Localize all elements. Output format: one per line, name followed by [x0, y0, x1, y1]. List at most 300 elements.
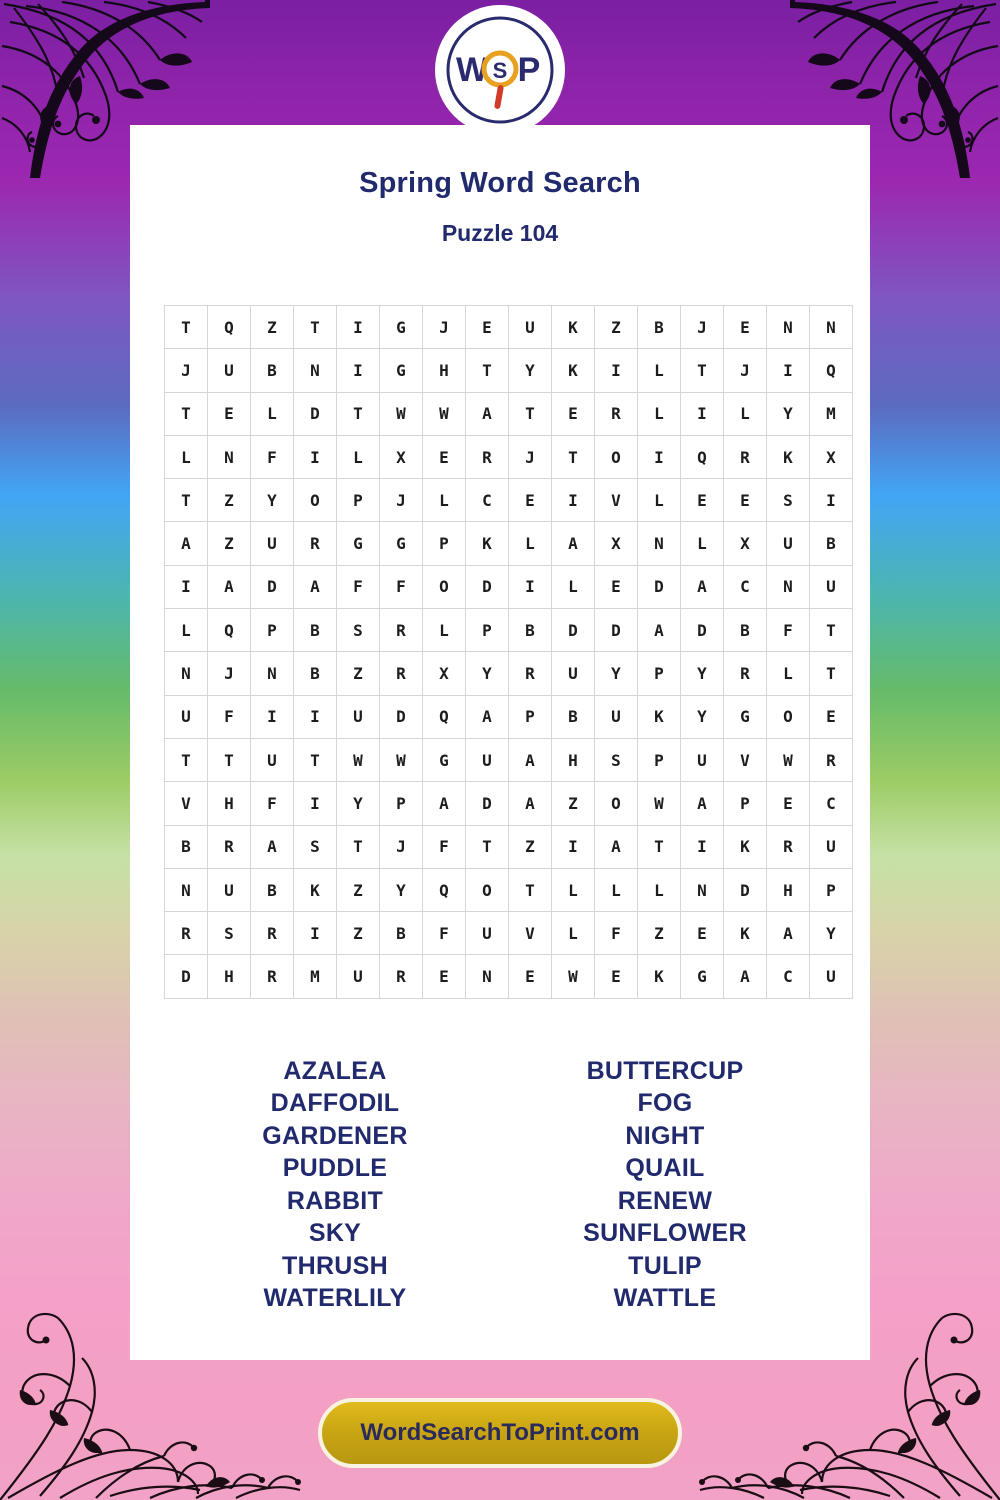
- grid-cell[interactable]: K: [767, 435, 810, 478]
- grid-cell[interactable]: Y: [380, 868, 423, 911]
- grid-cell[interactable]: U: [251, 522, 294, 565]
- grid-cell[interactable]: E: [724, 306, 767, 349]
- grid-cell[interactable]: O: [595, 782, 638, 825]
- grid-cell[interactable]: V: [509, 912, 552, 955]
- grid-cell[interactable]: I: [552, 825, 595, 868]
- grid-cell[interactable]: Y: [466, 652, 509, 695]
- grid-row: [165, 435, 853, 478]
- grid-cell[interactable]: B: [380, 912, 423, 955]
- grid-cell[interactable]: T: [165, 738, 208, 781]
- grid-row: [165, 955, 853, 998]
- grid-cell[interactable]: U: [810, 825, 853, 868]
- grid-cell[interactable]: E: [767, 782, 810, 825]
- grid-cell[interactable]: L: [638, 479, 681, 522]
- grid-cell[interactable]: F: [595, 912, 638, 955]
- grid-cell[interactable]: G: [681, 955, 724, 998]
- grid-cell[interactable]: L: [681, 522, 724, 565]
- grid-cell[interactable]: W: [380, 738, 423, 781]
- grid-cell[interactable]: A: [681, 565, 724, 608]
- grid-cell[interactable]: P: [638, 652, 681, 695]
- grid-cell[interactable]: N: [638, 522, 681, 565]
- grid-row: [165, 782, 853, 825]
- grid-cell[interactable]: G: [380, 522, 423, 565]
- grid-cell[interactable]: A: [595, 825, 638, 868]
- grid-cell[interactable]: F: [423, 912, 466, 955]
- grid-cell[interactable]: N: [294, 349, 337, 392]
- grid-cell[interactable]: A: [724, 955, 767, 998]
- grid-cell[interactable]: T: [552, 435, 595, 478]
- grid-cell[interactable]: O: [423, 565, 466, 608]
- grid-cell[interactable]: L: [552, 868, 595, 911]
- grid-cell[interactable]: Z: [595, 306, 638, 349]
- grid-cell[interactable]: Q: [810, 349, 853, 392]
- word-list-item: SKY: [308, 1219, 362, 1248]
- grid-cell[interactable]: L: [337, 435, 380, 478]
- grid-cell[interactable]: T: [509, 392, 552, 435]
- grid-cell[interactable]: R: [251, 955, 294, 998]
- grid-cell[interactable]: N: [251, 652, 294, 695]
- grid-cell[interactable]: I: [165, 565, 208, 608]
- grid-cell[interactable]: Y: [681, 695, 724, 738]
- word-list-item: THRUSH: [282, 1251, 388, 1280]
- grid-cell[interactable]: Y: [767, 392, 810, 435]
- grid-cell[interactable]: G: [337, 522, 380, 565]
- grid-cell[interactable]: D: [294, 392, 337, 435]
- grid-cell[interactable]: L: [423, 609, 466, 652]
- grid-cell[interactable]: F: [251, 435, 294, 478]
- grid-cell[interactable]: R: [208, 825, 251, 868]
- grid-cell[interactable]: U: [810, 955, 853, 998]
- grid-cell[interactable]: X: [595, 522, 638, 565]
- grid-cell[interactable]: D: [595, 609, 638, 652]
- grid-cell[interactable]: A: [767, 912, 810, 955]
- grid-cell[interactable]: A: [466, 392, 509, 435]
- grid-cell[interactable]: Z: [337, 912, 380, 955]
- grid-cell[interactable]: Q: [208, 609, 251, 652]
- grid-cell[interactable]: I: [294, 912, 337, 955]
- grid-cell[interactable]: Y: [810, 912, 853, 955]
- grid-cell[interactable]: Y: [337, 782, 380, 825]
- grid-cell[interactable]: L: [165, 609, 208, 652]
- grid-cell[interactable]: X: [380, 435, 423, 478]
- grid-cell[interactable]: U: [466, 912, 509, 955]
- grid-cell[interactable]: E: [810, 695, 853, 738]
- grid-cell[interactable]: Z: [638, 912, 681, 955]
- grid-cell[interactable]: T: [294, 738, 337, 781]
- grid-cell[interactable]: Z: [208, 522, 251, 565]
- grid-cell[interactable]: I: [595, 349, 638, 392]
- grid-cell[interactable]: T: [638, 825, 681, 868]
- grid-cell[interactable]: K: [552, 349, 595, 392]
- grid-row: [165, 479, 853, 522]
- grid-row: [165, 565, 853, 608]
- grid-cell[interactable]: G: [724, 695, 767, 738]
- grid-cell[interactable]: Z: [337, 652, 380, 695]
- svg-text:P: P: [517, 51, 541, 89]
- grid-cell[interactable]: U: [466, 738, 509, 781]
- grid-cell[interactable]: M: [810, 392, 853, 435]
- grid-cell[interactable]: L: [552, 565, 595, 608]
- word-list-item: PUDDLE: [282, 1154, 388, 1183]
- grid-row: [165, 522, 853, 565]
- grid-cell[interactable]: L: [595, 868, 638, 911]
- grid-cell[interactable]: L: [552, 912, 595, 955]
- grid-cell[interactable]: T: [810, 652, 853, 695]
- grid-cell[interactable]: T: [466, 349, 509, 392]
- grid-cell[interactable]: J: [681, 306, 724, 349]
- grid-cell[interactable]: L: [251, 392, 294, 435]
- grid-cell[interactable]: B: [165, 825, 208, 868]
- site-logo: [438, 8, 562, 132]
- grid-cell[interactable]: D: [466, 782, 509, 825]
- grid-cell[interactable]: H: [208, 955, 251, 998]
- grid-cell[interactable]: T: [165, 392, 208, 435]
- grid-cell[interactable]: E: [681, 912, 724, 955]
- word-list: [170, 1055, 830, 1315]
- grid-cell[interactable]: W: [337, 738, 380, 781]
- grid-cell[interactable]: K: [724, 825, 767, 868]
- grid-cell[interactable]: R: [251, 912, 294, 955]
- word-search-grid-wrapper: [164, 305, 836, 999]
- word-list-item: DAFFODIL: [270, 1089, 400, 1118]
- grid-cell[interactable]: I: [337, 306, 380, 349]
- svg-text:W: W: [455, 51, 489, 89]
- grid-cell[interactable]: N: [165, 868, 208, 911]
- grid-cell[interactable]: L: [767, 652, 810, 695]
- grid-cell[interactable]: R: [509, 652, 552, 695]
- grid-cell[interactable]: R: [724, 435, 767, 478]
- grid-cell[interactable]: S: [208, 912, 251, 955]
- grid-cell[interactable]: H: [767, 868, 810, 911]
- grid-cell[interactable]: L: [724, 392, 767, 435]
- grid-cell[interactable]: L: [509, 522, 552, 565]
- grid-cell[interactable]: O: [767, 695, 810, 738]
- grid-cell[interactable]: P: [509, 695, 552, 738]
- grid-cell[interactable]: A: [294, 565, 337, 608]
- grid-cell[interactable]: I: [294, 435, 337, 478]
- grid-cell[interactable]: A: [251, 825, 294, 868]
- word-list-column-right: [500, 1055, 830, 1315]
- grid-cell[interactable]: U: [208, 349, 251, 392]
- grid-cell[interactable]: Y: [681, 652, 724, 695]
- grid-cell[interactable]: B: [638, 306, 681, 349]
- grid-cell[interactable]: Z: [251, 306, 294, 349]
- grid-cell[interactable]: E: [595, 955, 638, 998]
- grid-cell[interactable]: A: [509, 782, 552, 825]
- page-title: Spring Word Search: [359, 167, 641, 199]
- grid-cell[interactable]: J: [724, 349, 767, 392]
- grid-cell[interactable]: I: [251, 695, 294, 738]
- grid-cell[interactable]: U: [681, 738, 724, 781]
- grid-cell[interactable]: R: [380, 955, 423, 998]
- grid-cell[interactable]: R: [595, 392, 638, 435]
- word-list-column-left: [170, 1055, 500, 1315]
- grid-cell[interactable]: W: [423, 392, 466, 435]
- grid-cell[interactable]: E: [509, 955, 552, 998]
- grid-row: [165, 652, 853, 695]
- grid-cell[interactable]: J: [380, 479, 423, 522]
- grid-cell[interactable]: P: [638, 738, 681, 781]
- word-list-item: FOG: [637, 1089, 693, 1118]
- word-list-item: TULIP: [628, 1251, 702, 1280]
- grid-cell[interactable]: F: [251, 782, 294, 825]
- grid-cell[interactable]: Q: [423, 695, 466, 738]
- grid-cell[interactable]: L: [638, 868, 681, 911]
- grid-row: [165, 868, 853, 911]
- grid-cell[interactable]: D: [380, 695, 423, 738]
- grid-cell[interactable]: B: [251, 349, 294, 392]
- grid-cell[interactable]: U: [337, 695, 380, 738]
- grid-cell[interactable]: A: [423, 782, 466, 825]
- grid-cell[interactable]: E: [208, 392, 251, 435]
- grid-cell[interactable]: F: [337, 565, 380, 608]
- grid-cell[interactable]: G: [380, 349, 423, 392]
- website-button[interactable]: [318, 1398, 682, 1468]
- word-list-item: AZALEA: [283, 1056, 387, 1085]
- grid-cell[interactable]: F: [380, 565, 423, 608]
- grid-cell[interactable]: F: [767, 609, 810, 652]
- grid-cell[interactable]: E: [423, 955, 466, 998]
- grid-cell[interactable]: U: [595, 695, 638, 738]
- grid-cell[interactable]: X: [724, 522, 767, 565]
- website-button-label: WordSearchToPrint.com: [360, 1419, 640, 1446]
- grid-cell[interactable]: W: [767, 738, 810, 781]
- word-list-item: GARDENER: [262, 1121, 408, 1150]
- grid-row: [165, 738, 853, 781]
- grid-cell[interactable]: Q: [681, 435, 724, 478]
- grid-cell[interactable]: T: [337, 392, 380, 435]
- grid-cell[interactable]: E: [552, 392, 595, 435]
- grid-cell[interactable]: O: [466, 868, 509, 911]
- grid-cell[interactable]: B: [724, 609, 767, 652]
- grid-cell[interactable]: J: [208, 652, 251, 695]
- grid-cell[interactable]: L: [423, 479, 466, 522]
- grid-cell[interactable]: I: [294, 782, 337, 825]
- grid-cell[interactable]: E: [509, 479, 552, 522]
- letter-grid[interactable]: [164, 305, 853, 999]
- grid-cell[interactable]: I: [681, 825, 724, 868]
- svg-text:S: S: [492, 58, 508, 83]
- grid-cell[interactable]: D: [165, 955, 208, 998]
- grid-cell[interactable]: N: [208, 435, 251, 478]
- grid-cell[interactable]: N: [810, 306, 853, 349]
- grid-cell[interactable]: B: [294, 652, 337, 695]
- grid-cell[interactable]: I: [509, 565, 552, 608]
- grid-cell[interactable]: P: [810, 868, 853, 911]
- grid-cell[interactable]: Q: [208, 306, 251, 349]
- grid-cell[interactable]: Y: [509, 349, 552, 392]
- grid-cell[interactable]: J: [165, 349, 208, 392]
- grid-cell[interactable]: I: [681, 392, 724, 435]
- grid-cell[interactable]: Z: [509, 825, 552, 868]
- grid-cell[interactable]: J: [509, 435, 552, 478]
- grid-cell[interactable]: Z: [552, 782, 595, 825]
- grid-cell[interactable]: N: [165, 652, 208, 695]
- grid-cell[interactable]: Z: [337, 868, 380, 911]
- grid-cell[interactable]: E: [595, 565, 638, 608]
- word-list-item: WATTLE: [613, 1284, 717, 1313]
- grid-cell[interactable]: R: [380, 609, 423, 652]
- word-list-item: WATERLILY: [263, 1284, 407, 1313]
- grid-cell[interactable]: B: [552, 695, 595, 738]
- grid-cell[interactable]: L: [638, 349, 681, 392]
- grid-cell[interactable]: J: [423, 306, 466, 349]
- grid-cell[interactable]: R: [380, 652, 423, 695]
- grid-cell[interactable]: A: [165, 522, 208, 565]
- grid-cell[interactable]: F: [208, 695, 251, 738]
- grid-cell[interactable]: K: [724, 912, 767, 955]
- grid-row: [165, 912, 853, 955]
- grid-cell[interactable]: R: [767, 825, 810, 868]
- grid-cell[interactable]: O: [294, 479, 337, 522]
- grid-cell[interactable]: I: [337, 349, 380, 392]
- grid-cell[interactable]: V: [165, 782, 208, 825]
- grid-cell[interactable]: T: [208, 738, 251, 781]
- grid-row: [165, 609, 853, 652]
- grid-cell[interactable]: W: [638, 782, 681, 825]
- grid-cell[interactable]: A: [552, 522, 595, 565]
- grid-cell[interactable]: S: [294, 825, 337, 868]
- grid-cell[interactable]: C: [810, 782, 853, 825]
- grid-cell[interactable]: U: [509, 306, 552, 349]
- grid-cell[interactable]: M: [294, 955, 337, 998]
- grid-cell[interactable]: N: [767, 306, 810, 349]
- grid-cell[interactable]: I: [552, 479, 595, 522]
- grid-cell[interactable]: T: [681, 349, 724, 392]
- grid-cell[interactable]: T: [810, 609, 853, 652]
- grid-row: [165, 349, 853, 392]
- grid-cell[interactable]: D: [251, 565, 294, 608]
- grid-cell[interactable]: K: [638, 955, 681, 998]
- word-list-item: QUAIL: [625, 1154, 705, 1183]
- grid-cell[interactable]: C: [466, 479, 509, 522]
- grid-cell[interactable]: E: [724, 479, 767, 522]
- grid-cell[interactable]: D: [681, 609, 724, 652]
- grid-cell[interactable]: S: [337, 609, 380, 652]
- grid-cell[interactable]: E: [466, 306, 509, 349]
- grid-cell[interactable]: O: [595, 435, 638, 478]
- grid-cell[interactable]: Y: [251, 479, 294, 522]
- grid-cell[interactable]: T: [294, 306, 337, 349]
- grid-cell[interactable]: I: [294, 695, 337, 738]
- grid-cell[interactable]: U: [337, 955, 380, 998]
- grid-cell[interactable]: K: [294, 868, 337, 911]
- grid-cell[interactable]: E: [423, 435, 466, 478]
- grid-cell[interactable]: L: [638, 392, 681, 435]
- grid-cell[interactable]: A: [509, 738, 552, 781]
- grid-cell[interactable]: P: [251, 609, 294, 652]
- grid-cell[interactable]: A: [208, 565, 251, 608]
- grid-cell[interactable]: R: [165, 912, 208, 955]
- grid-cell[interactable]: T: [165, 479, 208, 522]
- grid-cell[interactable]: P: [337, 479, 380, 522]
- grid-cell[interactable]: R: [294, 522, 337, 565]
- grid-cell[interactable]: S: [595, 738, 638, 781]
- grid-cell[interactable]: I: [810, 479, 853, 522]
- grid-cell[interactable]: W: [380, 392, 423, 435]
- grid-cell[interactable]: V: [724, 738, 767, 781]
- word-list-item: BUTTERCUP: [586, 1056, 744, 1085]
- grid-cell[interactable]: T: [509, 868, 552, 911]
- grid-cell[interactable]: T: [165, 306, 208, 349]
- grid-cell[interactable]: P: [380, 782, 423, 825]
- grid-cell[interactable]: U: [810, 565, 853, 608]
- grid-cell[interactable]: A: [681, 782, 724, 825]
- grid-cell[interactable]: H: [552, 738, 595, 781]
- grid-cell[interactable]: W: [552, 955, 595, 998]
- grid-cell[interactable]: C: [767, 955, 810, 998]
- grid-cell[interactable]: R: [466, 435, 509, 478]
- puzzle-sheet: [130, 125, 870, 1360]
- grid-cell[interactable]: X: [423, 652, 466, 695]
- grid-cell[interactable]: I: [767, 349, 810, 392]
- grid-cell[interactable]: H: [423, 349, 466, 392]
- grid-cell[interactable]: P: [724, 782, 767, 825]
- grid-cell[interactable]: F: [423, 825, 466, 868]
- grid-cell[interactable]: B: [251, 868, 294, 911]
- grid-cell[interactable]: D: [638, 565, 681, 608]
- grid-cell[interactable]: D: [552, 609, 595, 652]
- grid-cell[interactable]: T: [337, 825, 380, 868]
- grid-cell[interactable]: U: [251, 738, 294, 781]
- grid-cell[interactable]: X: [810, 435, 853, 478]
- grid-cell[interactable]: I: [638, 435, 681, 478]
- grid-cell[interactable]: G: [423, 738, 466, 781]
- grid-cell[interactable]: P: [423, 522, 466, 565]
- grid-cell[interactable]: R: [724, 652, 767, 695]
- grid-cell[interactable]: Z: [208, 479, 251, 522]
- grid-cell[interactable]: Q: [423, 868, 466, 911]
- grid-cell[interactable]: Y: [595, 652, 638, 695]
- grid-cell[interactable]: U: [208, 868, 251, 911]
- grid-cell[interactable]: J: [380, 825, 423, 868]
- word-list-item: SUNFLOWER: [583, 1219, 747, 1248]
- grid-cell[interactable]: N: [767, 565, 810, 608]
- grid-cell[interactable]: S: [767, 479, 810, 522]
- grid-row: [165, 306, 853, 349]
- grid-cell[interactable]: N: [681, 868, 724, 911]
- grid-cell[interactable]: D: [724, 868, 767, 911]
- grid-cell[interactable]: U: [767, 522, 810, 565]
- grid-cell[interactable]: B: [294, 609, 337, 652]
- grid-row: [165, 825, 853, 868]
- grid-cell[interactable]: E: [681, 479, 724, 522]
- grid-cell[interactable]: G: [380, 306, 423, 349]
- grid-cell[interactable]: V: [595, 479, 638, 522]
- grid-cell[interactable]: N: [466, 955, 509, 998]
- grid-cell[interactable]: D: [466, 565, 509, 608]
- grid-cell[interactable]: T: [466, 825, 509, 868]
- grid-cell[interactable]: B: [810, 522, 853, 565]
- grid-cell[interactable]: P: [466, 609, 509, 652]
- grid-cell[interactable]: B: [509, 609, 552, 652]
- grid-cell[interactable]: L: [165, 435, 208, 478]
- grid-cell[interactable]: H: [208, 782, 251, 825]
- grid-cell[interactable]: R: [810, 738, 853, 781]
- word-list-item: RABBIT: [286, 1186, 384, 1215]
- grid-cell[interactable]: A: [466, 695, 509, 738]
- word-list-item: RENEW: [617, 1186, 713, 1215]
- puzzle-number: Puzzle 104: [441, 220, 559, 246]
- grid-cell[interactable]: K: [638, 695, 681, 738]
- grid-cell[interactable]: K: [466, 522, 509, 565]
- word-list-item: NIGHT: [625, 1121, 705, 1150]
- grid-cell[interactable]: K: [552, 306, 595, 349]
- grid-cell[interactable]: U: [552, 652, 595, 695]
- grid-cell[interactable]: C: [724, 565, 767, 608]
- grid-cell[interactable]: U: [165, 695, 208, 738]
- grid-cell[interactable]: A: [638, 609, 681, 652]
